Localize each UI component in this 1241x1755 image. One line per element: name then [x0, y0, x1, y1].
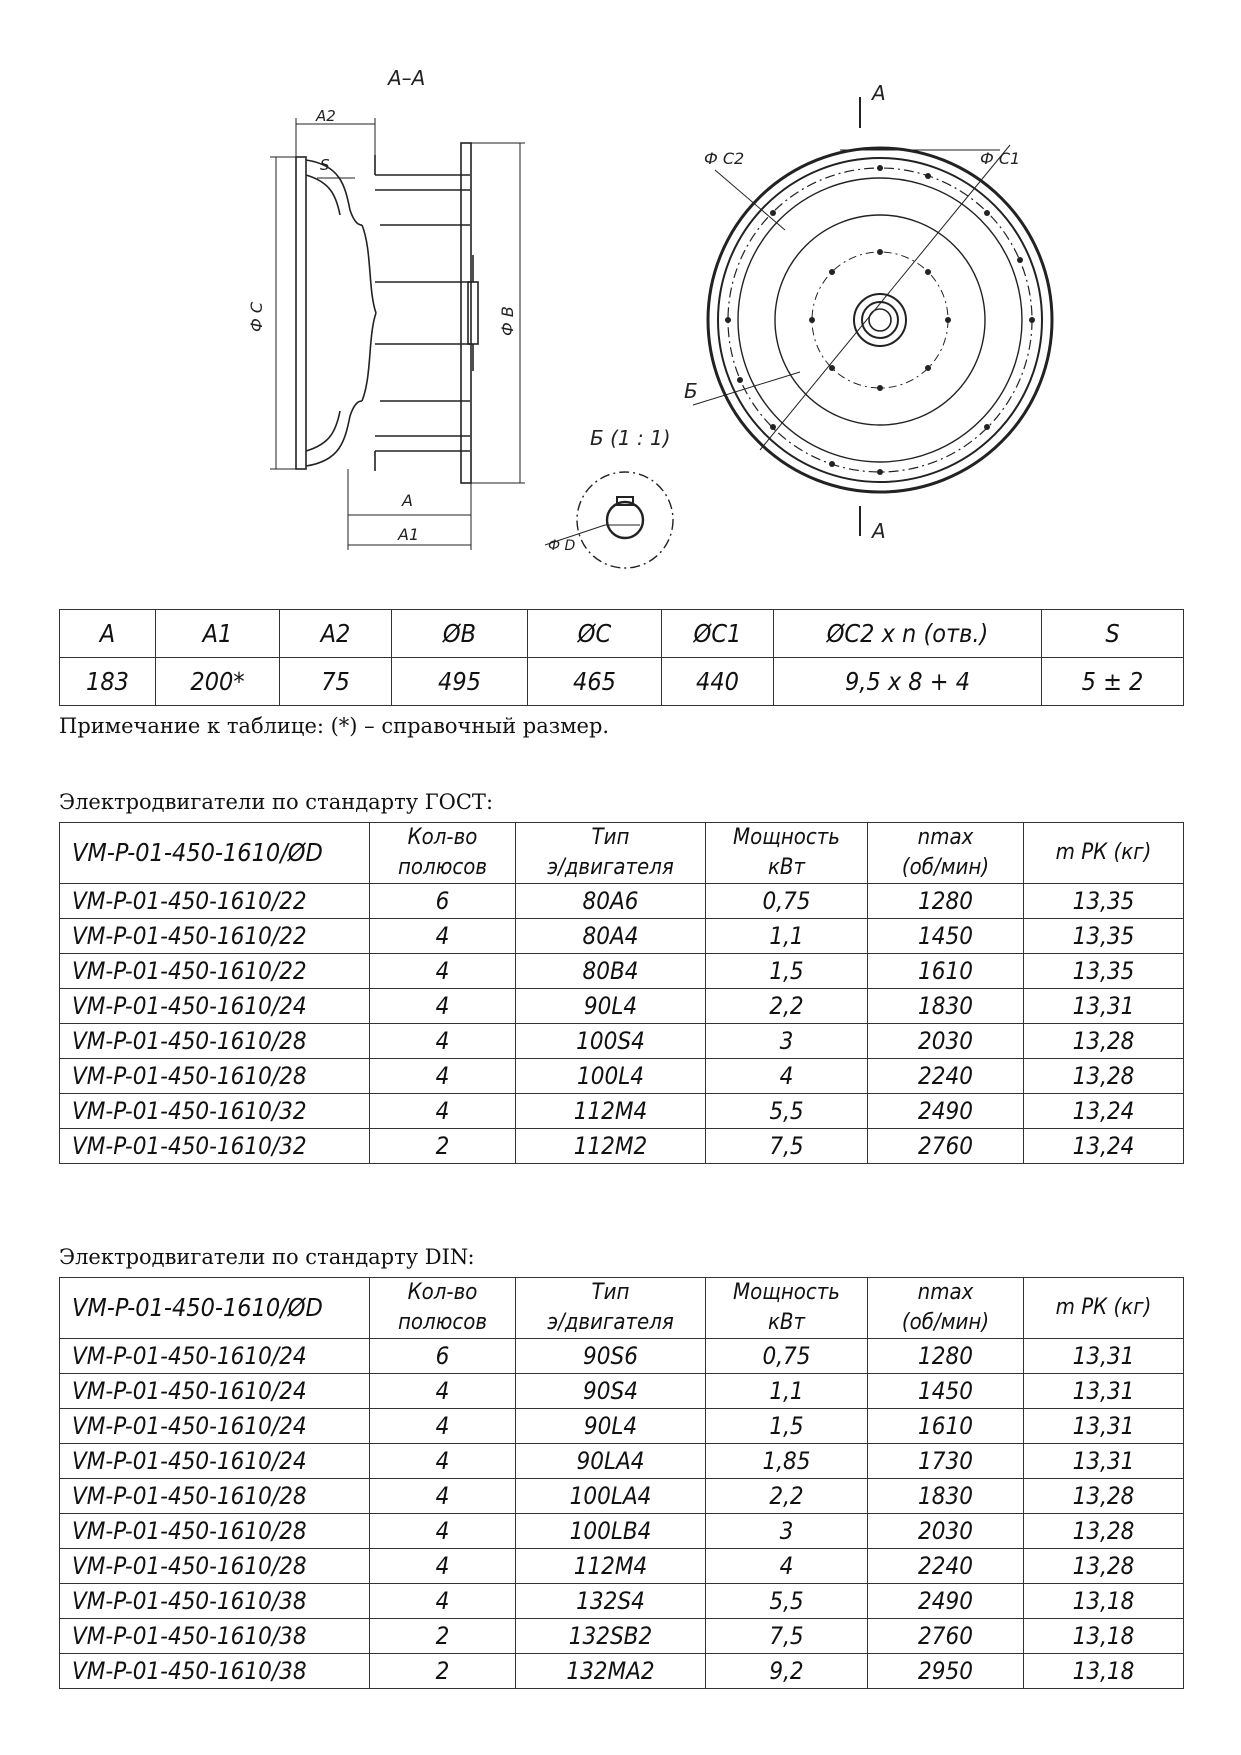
mass-cell: 13,18	[1024, 1654, 1184, 1689]
cut-a-top-label: А	[872, 81, 886, 105]
mass-cell: 13,28	[1024, 1514, 1184, 1549]
header-power	[706, 1278, 868, 1339]
model-cell: VM-P-01-450-1610/28	[60, 1549, 370, 1584]
header-line: Тип	[591, 1280, 630, 1305]
table-row	[60, 1409, 1184, 1444]
type-cell: 90S6	[516, 1339, 706, 1374]
header-line: Кол-во	[407, 1280, 478, 1305]
bolt-holes	[725, 165, 1035, 475]
model-cell: VM-P-01-450-1610/24	[60, 1409, 370, 1444]
type-cell: 112M4	[516, 1549, 706, 1584]
type-cell: 100LA4	[516, 1479, 706, 1514]
poles-cell: 2	[370, 1129, 516, 1164]
dimensions-header-cell: ØC1	[662, 610, 774, 658]
dimensions-header-cell: A2	[280, 610, 392, 658]
model-cell: VM-P-01-450-1610/22	[60, 919, 370, 954]
power-cell: 2,2	[706, 989, 868, 1024]
nmax-cell: 1830	[868, 989, 1024, 1024]
table-row	[60, 1514, 1184, 1549]
header-nmax	[868, 823, 1024, 884]
model-cell: VM-P-01-450-1610/38	[60, 1584, 370, 1619]
mass-cell: 13,35	[1024, 884, 1184, 919]
dimensions-value-cell: 5 ± 2	[1042, 658, 1184, 706]
header-line: э/двигателя	[547, 1310, 674, 1335]
table-row	[60, 1374, 1184, 1409]
poles-cell: 4	[370, 1514, 516, 1549]
table-row	[60, 954, 1184, 989]
table-row	[60, 1479, 1184, 1514]
dimensions-header-cell: ØC2 x n (отв.)	[774, 610, 1042, 658]
cut-a-bottom-label: А	[872, 519, 886, 543]
power-cell: 1,1	[706, 919, 868, 954]
dimensions-header-cell: A	[60, 610, 156, 658]
table-row	[60, 1059, 1184, 1094]
header-line: Кол-во	[407, 825, 478, 850]
power-cell: 1,5	[706, 1409, 868, 1444]
nmax-cell: 2030	[868, 1024, 1024, 1059]
technical-drawing	[0, 0, 1241, 590]
header-type	[516, 1278, 706, 1339]
nmax-cell: 2240	[868, 1059, 1024, 1094]
model-cell: VM-P-01-450-1610/28	[60, 1514, 370, 1549]
table-row	[60, 1129, 1184, 1164]
dimensions-value-cell: 200*	[156, 658, 280, 706]
dim-a2-label: A2	[316, 107, 336, 125]
table-row	[60, 884, 1184, 919]
table-row	[60, 1584, 1184, 1619]
mass-cell: 13,28	[1024, 1024, 1184, 1059]
power-cell: 1,1	[706, 1374, 868, 1409]
type-cell: 100L4	[516, 1059, 706, 1094]
nmax-cell: 1610	[868, 954, 1024, 989]
dim-a1-label: A1	[398, 525, 420, 544]
power-cell: 3	[706, 1514, 868, 1549]
table-row	[60, 1654, 1184, 1689]
mass-cell: 13,31	[1024, 1444, 1184, 1479]
nmax-cell: 2490	[868, 1094, 1024, 1129]
side-section-view	[270, 118, 525, 550]
type-cell: 80B4	[516, 954, 706, 989]
dimensions-value-row	[60, 658, 1184, 706]
header-line: полюсов	[397, 855, 488, 880]
table-row	[60, 1339, 1184, 1374]
type-cell: 90L4	[516, 989, 706, 1024]
model-cell: VM-P-01-450-1610/32	[60, 1129, 370, 1164]
header-line: nmax	[917, 825, 974, 850]
header-line: э/двигателя	[547, 855, 674, 880]
power-cell: 2,2	[706, 1479, 868, 1514]
mass-cell: 13,28	[1024, 1479, 1184, 1514]
type-cell: 100S4	[516, 1024, 706, 1059]
dimensions-value-cell: 75	[280, 658, 392, 706]
poles-cell: 4	[370, 1374, 516, 1409]
header-mass: m РК (кг)	[1024, 1278, 1184, 1339]
mass-cell: 13,18	[1024, 1584, 1184, 1619]
header-line: nmax	[917, 1280, 974, 1305]
type-cell: 90LA4	[516, 1444, 706, 1479]
header-power	[706, 823, 868, 884]
header-line: кВт	[767, 1310, 806, 1335]
table-row	[60, 989, 1184, 1024]
type-cell: 90S4	[516, 1374, 706, 1409]
dim-c1-label: Ф С1	[980, 149, 1021, 168]
header-line: полюсов	[397, 1310, 488, 1335]
model-cell: VM-P-01-450-1610/24	[60, 1374, 370, 1409]
type-cell: 112M4	[516, 1094, 706, 1129]
poles-cell: 4	[370, 919, 516, 954]
power-cell: 1,5	[706, 954, 868, 989]
section-label: А–А	[388, 66, 426, 90]
mass-cell: 13,24	[1024, 1129, 1184, 1164]
poles-cell: 4	[370, 989, 516, 1024]
dimensions-value-cell: 183	[60, 658, 156, 706]
header-line: (об/мин)	[901, 855, 990, 880]
poles-cell: 4	[370, 954, 516, 989]
poles-cell: 4	[370, 1059, 516, 1094]
model-cell: VM-P-01-450-1610/24	[60, 989, 370, 1024]
model-cell: VM-P-01-450-1610/24	[60, 1339, 370, 1374]
dim-s-label: S	[320, 156, 330, 174]
dimensions-table	[59, 609, 1184, 706]
header-mass: m РК (кг)	[1024, 823, 1184, 884]
header-model: VM-P-01-450-1610/ØD	[60, 1278, 370, 1339]
type-cell: 112M2	[516, 1129, 706, 1164]
poles-cell: 6	[370, 884, 516, 919]
header-type	[516, 823, 706, 884]
dimensions-value-cell: 465	[528, 658, 662, 706]
poles-cell: 2	[370, 1654, 516, 1689]
header-line: кВт	[767, 855, 806, 880]
table-row	[60, 1094, 1184, 1129]
nmax-cell: 1450	[868, 1374, 1024, 1409]
view-b-mark: Б	[684, 379, 698, 403]
nmax-cell: 1730	[868, 1444, 1024, 1479]
poles-cell: 4	[370, 1479, 516, 1514]
power-cell: 0,75	[706, 884, 868, 919]
mass-cell: 13,31	[1024, 1409, 1184, 1444]
dim-b-label: Ф В	[498, 306, 517, 336]
model-cell: VM-P-01-450-1610/32	[60, 1094, 370, 1129]
nmax-cell: 2950	[868, 1654, 1024, 1689]
poles-cell: 4	[370, 1584, 516, 1619]
header-line: Мощность	[733, 825, 840, 850]
header-poles	[370, 1278, 516, 1339]
poles-cell: 4	[370, 1024, 516, 1059]
power-cell: 5,5	[706, 1094, 868, 1129]
poles-cell: 4	[370, 1409, 516, 1444]
power-cell: 5,5	[706, 1584, 868, 1619]
detail-label: Б (1 : 1)	[590, 426, 671, 450]
type-cell: 90L4	[516, 1409, 706, 1444]
type-cell: 80A4	[516, 919, 706, 954]
mass-cell: 13,28	[1024, 1059, 1184, 1094]
model-cell: VM-P-01-450-1610/28	[60, 1024, 370, 1059]
power-cell: 4	[706, 1549, 868, 1584]
motors-header-row	[60, 823, 1184, 884]
nmax-cell: 1280	[868, 884, 1024, 919]
mass-cell: 13,18	[1024, 1619, 1184, 1654]
type-cell: 80A6	[516, 884, 706, 919]
gost-motors-table	[59, 822, 1184, 1164]
model-cell: VM-P-01-450-1610/22	[60, 884, 370, 919]
dimensions-header-cell: A1	[156, 610, 280, 658]
gost-caption: Электродвигатели по стандарту ГОСТ:	[59, 790, 494, 814]
nmax-cell: 1450	[868, 919, 1024, 954]
model-cell: VM-P-01-450-1610/38	[60, 1619, 370, 1654]
mass-cell: 13,35	[1024, 919, 1184, 954]
type-cell: 100LB4	[516, 1514, 706, 1549]
power-cell: 1,85	[706, 1444, 868, 1479]
poles-cell: 4	[370, 1094, 516, 1129]
type-cell: 132SB2	[516, 1619, 706, 1654]
type-cell: 132MA2	[516, 1654, 706, 1689]
table-row	[60, 1549, 1184, 1584]
model-cell: VM-P-01-450-1610/28	[60, 1059, 370, 1094]
header-poles	[370, 823, 516, 884]
mass-cell: 13,35	[1024, 954, 1184, 989]
nmax-cell: 2760	[868, 1129, 1024, 1164]
table-row	[60, 1619, 1184, 1654]
nmax-cell: 2760	[868, 1619, 1024, 1654]
mass-cell: 13,31	[1024, 1374, 1184, 1409]
dim-a-label: A	[402, 491, 413, 510]
poles-cell: 4	[370, 1549, 516, 1584]
power-cell: 0,75	[706, 1339, 868, 1374]
power-cell: 3	[706, 1024, 868, 1059]
poles-cell: 2	[370, 1619, 516, 1654]
nmax-cell: 2490	[868, 1584, 1024, 1619]
header-line: Мощность	[733, 1280, 840, 1305]
header-line: (об/мин)	[901, 1310, 990, 1335]
dimensions-value-cell: 440	[662, 658, 774, 706]
power-cell: 7,5	[706, 1129, 868, 1164]
model-cell: VM-P-01-450-1610/22	[60, 954, 370, 989]
poles-cell: 4	[370, 1444, 516, 1479]
dimensions-value-cell: 495	[392, 658, 528, 706]
header-line: Тип	[591, 825, 630, 850]
motors-header-row	[60, 1278, 1184, 1339]
nmax-cell: 2240	[868, 1549, 1024, 1584]
model-cell: VM-P-01-450-1610/28	[60, 1479, 370, 1514]
mass-cell: 13,31	[1024, 989, 1184, 1024]
header-nmax	[868, 1278, 1024, 1339]
type-cell: 132S4	[516, 1584, 706, 1619]
dimensions-header-row	[60, 610, 1184, 658]
din-motors-table	[59, 1277, 1184, 1689]
table-row	[60, 1024, 1184, 1059]
power-cell: 4	[706, 1059, 868, 1094]
dimensions-value-cell: 9,5 х 8 + 4	[774, 658, 1042, 706]
table-row	[60, 1444, 1184, 1479]
dimensions-header-cell: ØB	[392, 610, 528, 658]
header-model: VM-P-01-450-1610/ØD	[60, 823, 370, 884]
dimensions-header-cell: ØC	[528, 610, 662, 658]
nmax-cell: 1830	[868, 1479, 1024, 1514]
dim-c-label: Ф С	[247, 301, 266, 332]
table-row	[60, 919, 1184, 954]
power-cell: 7,5	[706, 1619, 868, 1654]
nmax-cell: 1610	[868, 1409, 1024, 1444]
model-cell: VM-P-01-450-1610/24	[60, 1444, 370, 1479]
nmax-cell: 1280	[868, 1339, 1024, 1374]
poles-cell: 6	[370, 1339, 516, 1374]
table-note: Примечание к таблице: (*) – справочный размер.	[59, 714, 610, 738]
nmax-cell: 2030	[868, 1514, 1024, 1549]
model-cell: VM-P-01-450-1610/38	[60, 1654, 370, 1689]
power-cell: 9,2	[706, 1654, 868, 1689]
mass-cell: 13,31	[1024, 1339, 1184, 1374]
dim-d-label: Ф D	[548, 538, 576, 554]
dim-c2-label: Ф С2	[704, 149, 745, 168]
din-caption: Электродвигатели по стандарту DIN:	[59, 1245, 475, 1269]
mass-cell: 13,28	[1024, 1549, 1184, 1584]
mass-cell: 13,24	[1024, 1094, 1184, 1129]
dimensions-header-cell: S	[1042, 610, 1184, 658]
